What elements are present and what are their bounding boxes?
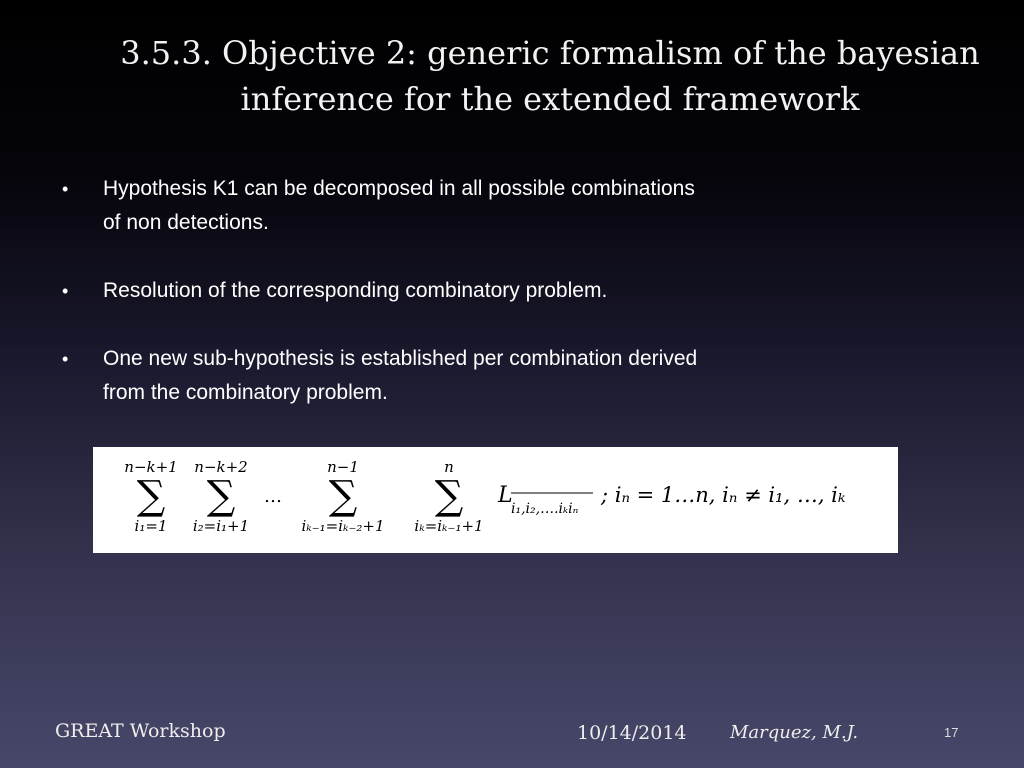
sum-lower-limit: i₁=1: [134, 517, 168, 535]
sigma-icon: ∑: [206, 473, 236, 519]
sigma-icon: ∑: [434, 473, 464, 519]
bullet-text-line: One new sub-hypothesis is established per combination derived: [103, 347, 698, 370]
footer-author: Marquez, M.J.: [730, 722, 859, 743]
formula-svg: [93, 447, 898, 553]
formula-ellipsis: …: [264, 486, 282, 507]
sum-lower-limit: i₂=i₁+1: [192, 517, 250, 535]
footer-event: GREAT Workshop: [55, 720, 226, 742]
term-subscript: i₁,i₂,….iₖiₙ: [511, 501, 579, 517]
bullet-text-line: from the combinatory problem.: [103, 381, 388, 404]
sum-upper-limit: n−k+2: [194, 458, 248, 476]
title-line-2: inference for the extended framework: [240, 80, 860, 118]
sum-upper-limit: n: [444, 458, 454, 476]
bullet-item: [62, 172, 882, 240]
bullet-text-line: Hypothesis K1 can be decomposed in all possible combinations: [103, 177, 695, 200]
bullet-dot-icon: •: [62, 281, 69, 301]
sigma-icon: ∑: [328, 473, 358, 519]
formula-box: [93, 447, 898, 553]
bullet-item: [62, 274, 882, 308]
formula-term: L: [498, 483, 513, 508]
footer-date: 10/14/2014: [577, 722, 687, 744]
formula-condition: ; iₙ = 1…n, iₙ ≠ i₁, …, iₖ: [601, 483, 846, 507]
title-line-1: 3.5.3. Objective 2: generic formalism of the bayesian: [120, 34, 980, 72]
page-number: 17: [944, 725, 959, 740]
sum-upper-limit: n−1: [327, 458, 359, 476]
bullet-item: [62, 342, 882, 410]
sum-upper-limit: n−k+1: [124, 458, 178, 476]
sum-lower-limit: iₖ=iₖ₋₁+1: [414, 517, 484, 535]
bullet-dot-icon: •: [62, 179, 69, 199]
bullet-list: [62, 172, 882, 444]
sum-lower-limit: iₖ₋₁=iₖ₋₂+1: [301, 517, 385, 535]
sigma-icon: ∑: [136, 473, 166, 519]
bullet-text-line: Resolution of the corresponding combinatory problem.: [103, 279, 608, 302]
slide-title: [70, 30, 1024, 122]
bullet-dot-icon: •: [62, 349, 69, 369]
bullet-text-line: of non detections.: [103, 211, 269, 234]
